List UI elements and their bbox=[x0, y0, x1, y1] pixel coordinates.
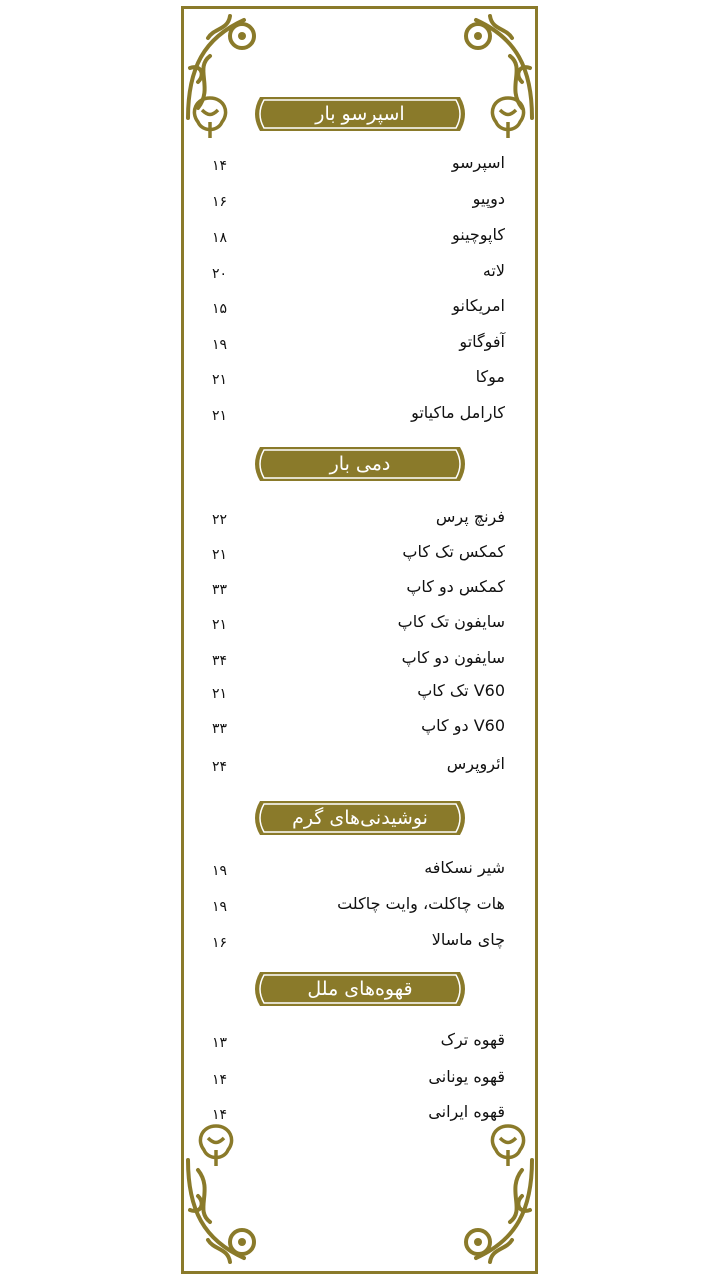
item-name: کمکس تک کاپ bbox=[402, 542, 505, 561]
section-banner bbox=[248, 445, 472, 483]
item-price: ۱۶ bbox=[212, 194, 228, 210]
item-price: ۲۱ bbox=[212, 372, 228, 388]
menu-item bbox=[200, 676, 505, 706]
flower-ornament bbox=[484, 92, 532, 140]
item-name: آفوگاتو bbox=[459, 332, 505, 351]
item-name: امریکانو bbox=[452, 296, 505, 315]
menu-item bbox=[200, 291, 505, 321]
menu-item bbox=[200, 398, 505, 428]
flower-ornament bbox=[186, 92, 234, 140]
section-title: دمی بار bbox=[329, 453, 391, 475]
menu-item bbox=[200, 749, 505, 779]
item-name: کاپوچینو bbox=[451, 225, 505, 244]
item-price: ۱۴ bbox=[212, 1107, 228, 1123]
menu-item bbox=[200, 711, 505, 741]
item-price: ۱۸ bbox=[212, 230, 228, 246]
item-name: قهوه یونانی bbox=[428, 1067, 505, 1086]
item-name: قهوه ترک bbox=[440, 1030, 505, 1049]
section-title: قهوه‌های ملل bbox=[307, 978, 413, 1000]
item-name: هات چاکلت، وایت چاکلت bbox=[337, 894, 505, 913]
item-price: ۲۱ bbox=[212, 617, 228, 633]
item-name: کمکس دو کاپ bbox=[406, 577, 505, 596]
item-name: سایفون تک کاپ bbox=[397, 612, 505, 631]
item-price: ۲۰ bbox=[212, 266, 228, 282]
item-price: ۱۳ bbox=[212, 1035, 228, 1051]
menu-item bbox=[200, 537, 505, 567]
section-title: نوشیدنی‌های گرم bbox=[292, 807, 428, 829]
item-price: ۲۱ bbox=[212, 408, 228, 424]
item-price: ۲۱ bbox=[212, 686, 228, 702]
item-name: V60 تک کاپ bbox=[417, 681, 505, 700]
flower-ornament bbox=[484, 1120, 532, 1168]
menu-item bbox=[200, 572, 505, 602]
item-name: چای ماسالا bbox=[431, 930, 505, 949]
item-name: شیر نسکافه bbox=[424, 858, 505, 877]
menu-item bbox=[200, 925, 505, 955]
corner-ornament-bottom-right bbox=[456, 1150, 536, 1270]
menu-item bbox=[200, 184, 505, 214]
item-name: V60 دو کاپ bbox=[421, 716, 505, 735]
item-name: سایفون دو کاپ bbox=[401, 648, 505, 667]
menu-item bbox=[200, 256, 505, 286]
menu-item bbox=[200, 502, 505, 532]
menu-item bbox=[200, 327, 505, 357]
menu-item bbox=[200, 1025, 505, 1055]
menu-item bbox=[200, 148, 505, 178]
item-name: اسپرسو bbox=[451, 153, 505, 172]
item-price: ۳۳ bbox=[212, 721, 228, 737]
item-price: ۱۴ bbox=[212, 158, 228, 174]
menu-item bbox=[200, 362, 505, 392]
section-title: اسپرسو بار bbox=[315, 103, 405, 125]
item-name: فرنچ پرس bbox=[435, 507, 505, 526]
menu-item bbox=[200, 1097, 505, 1127]
item-price: ۱۹ bbox=[212, 899, 228, 915]
item-price: ۲۴ bbox=[212, 759, 228, 775]
section-banner bbox=[248, 970, 472, 1008]
item-price: ۱۶ bbox=[212, 935, 228, 951]
menu-item bbox=[200, 643, 505, 673]
item-price: ۱۴ bbox=[212, 1072, 228, 1088]
item-name: لاته bbox=[482, 261, 505, 280]
item-price: ۱۹ bbox=[212, 337, 228, 353]
item-price: ۲۱ bbox=[212, 547, 228, 563]
menu-item bbox=[200, 889, 505, 919]
section-banner bbox=[248, 95, 472, 133]
item-price: ۲۲ bbox=[212, 512, 228, 528]
item-price: ۱۹ bbox=[212, 863, 228, 879]
section-banner bbox=[248, 799, 472, 837]
item-name: کارامل ماکیاتو bbox=[411, 403, 505, 422]
menu-item bbox=[200, 607, 505, 637]
item-name: ائروپرس bbox=[446, 754, 505, 773]
menu-item bbox=[200, 853, 505, 883]
item-name: موکا bbox=[475, 367, 505, 386]
item-price: ۱۵ bbox=[212, 301, 228, 317]
menu-item bbox=[200, 220, 505, 250]
item-name: قهوه ایرانی bbox=[428, 1102, 505, 1121]
corner-ornament-bottom-left bbox=[184, 1150, 264, 1270]
item-price: ۳۴ bbox=[212, 653, 228, 669]
menu-item bbox=[200, 1062, 505, 1092]
item-name: دوپیو bbox=[472, 189, 505, 208]
item-price: ۳۳ bbox=[212, 582, 228, 598]
